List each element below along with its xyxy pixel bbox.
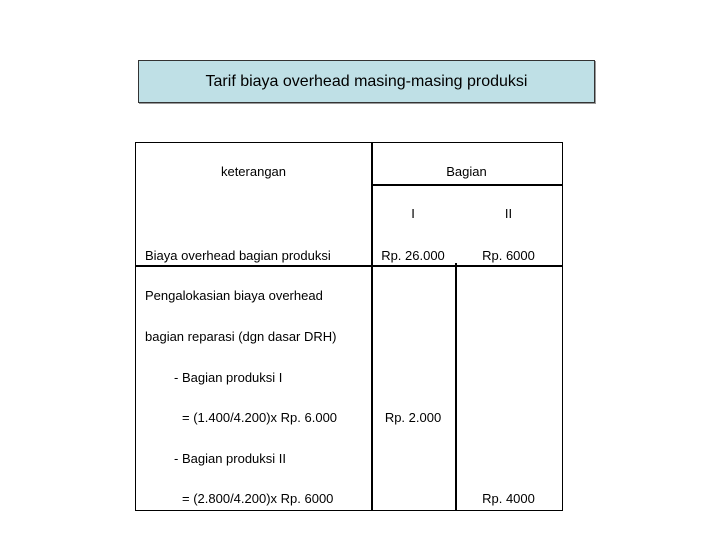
production-1-label: - Bagian produksi I [174,370,283,385]
production-1-formula: = (1.400/4.200)x Rp. 6.000 [182,410,338,425]
header-divider [371,184,562,186]
overhead-value-ii: Rp. 6000 [482,248,535,263]
overhead-value-i: Rp. 26.000 [381,248,445,263]
production-2-label: - Bagian produksi II [174,451,287,466]
column-header-ii: II [504,206,513,221]
column-divider-main [371,143,373,510]
column-divider-parts [455,263,457,510]
header-bagian: Bagian [446,164,487,179]
overhead-label: Biaya overhead bagian produksi [145,248,331,263]
production-2-formula: = (2.800/4.200)x Rp. 6000 [182,491,334,506]
production-2-value: Rp. 4000 [482,491,535,506]
allocation-table [135,142,563,511]
body-divider [136,265,562,267]
allocation-label-line-2: bagian reparasi (dgn dasar DRH) [145,329,337,344]
page-title: Tarif biaya overhead masing-masing produksi [205,72,528,90]
header-keterangan: keterangan [220,164,287,179]
column-header-i: I [411,206,415,221]
production-1-value: Rp. 2.000 [384,410,442,425]
allocation-label-line-1: Pengalokasian biaya overhead [145,288,323,303]
title-banner [138,60,595,103]
